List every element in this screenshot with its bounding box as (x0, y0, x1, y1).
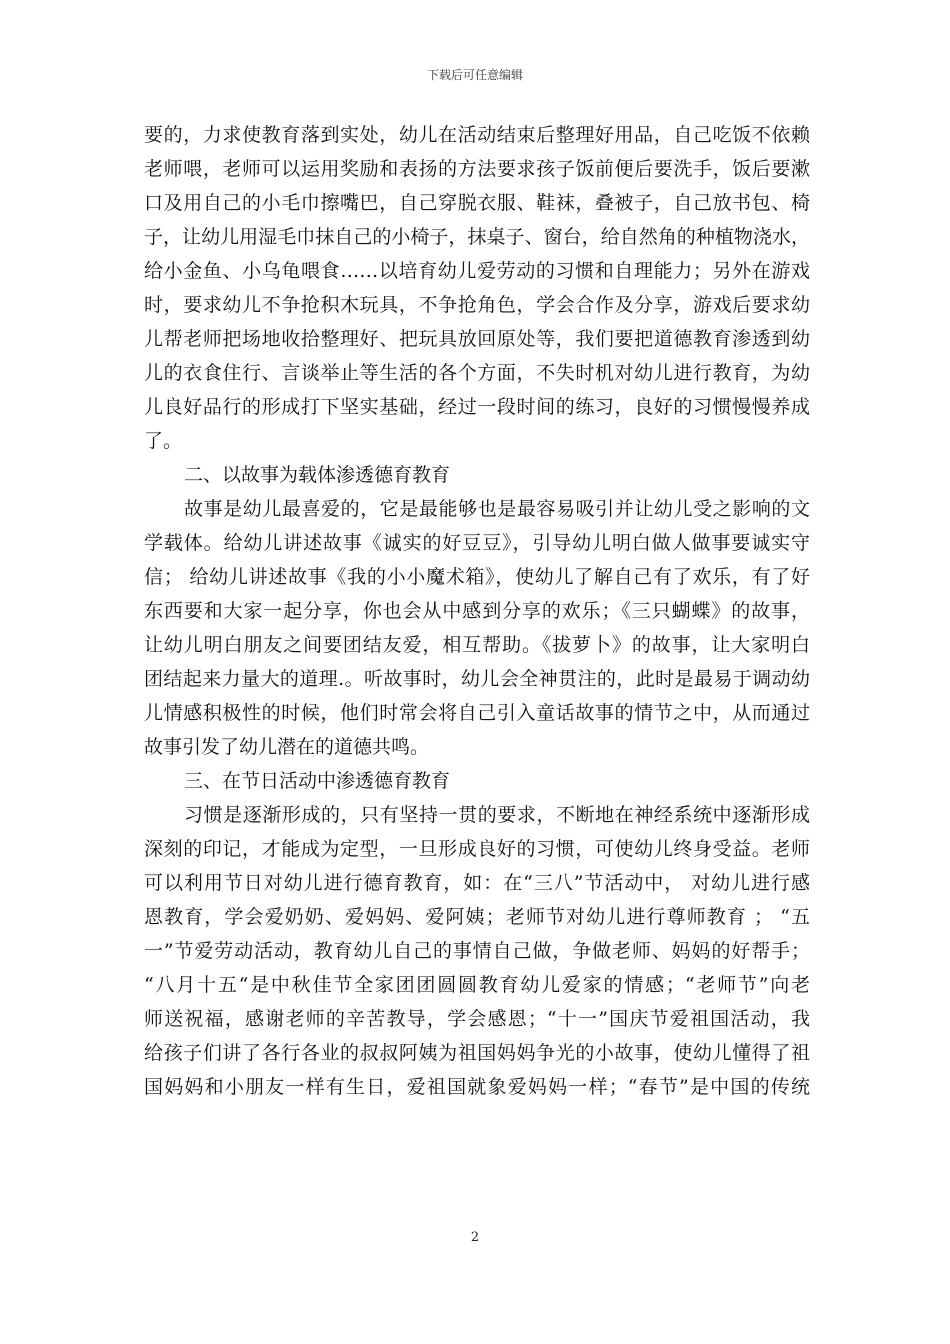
text-line: 学载体。给幼儿讲述故事《诚实的好豆豆》，引导幼儿明白做人做事要诚实守 (144, 532, 810, 554)
text-line: 国妈妈和小朋友一样有生日，爱祖国就象爱妈妈一样；“春节”是中国的传统 (144, 1076, 810, 1098)
text-line: 儿良好品行的形成打下坚实基础，经过一段时间的练习，良好的习惯慢慢养成 (144, 396, 810, 418)
text-line: 故事是幼儿最喜爱的，它是最能够也是最容易吸引并让幼儿受之影响的文 (184, 498, 810, 520)
paragraph-3 (144, 798, 810, 1104)
text-line: 儿帮老师把场地收拾整理好、把玩具放回原处等，我们要把道德教育渗透到幼 (144, 328, 810, 350)
text-line: 故事引发了幼儿潜在的道德共鸣。 (144, 736, 430, 758)
text-line: 了。 (144, 430, 183, 452)
text-line: 可以利用节日对幼儿进行德育教育，如：在“三八”节活动中， 对幼儿进行感 (144, 872, 810, 894)
text-line: 儿情感积极性的时候，他们时常会将自己引入童话故事的情节之中，从而通过 (144, 702, 810, 724)
text-line: 团结起来力量大的道理.。听故事时，幼儿会全神贯注的，此时是最易于调动幼 (144, 668, 810, 690)
text-line: 儿的衣食住行、言谈举止等生活的各个方面，不失时机对幼儿进行教育，为幼 (144, 362, 810, 384)
text-line: 给小金鱼、小乌龟喂食……以培育幼儿爱劳动的习惯和自理能力；另外在游戏 (144, 260, 810, 282)
text-line: 要的，力求使教育落到实处，幼儿在活动结束后整理好用品，自己吃饭不依赖 (144, 124, 810, 146)
text-line: 深刻的印记，才能成为定型，一旦形成良好的习惯，可使幼儿终身受益。老师 (144, 838, 810, 860)
text-line: 东西要和大家一起分享，你也会从中感到分享的欢乐；《三只蝴蝶》的故事， (144, 600, 810, 622)
page-header: 下载后可任意编辑 (426, 68, 523, 82)
text-line: 让幼儿明白朋友之间要团结友爱，相互帮助。《拔萝卜》的故事，让大家明白 (144, 634, 810, 656)
text-line: 给孩子们讲了各行各业的叔叔阿姨为祖国妈妈争光的小故事，使幼儿懂得了祖 (144, 1042, 810, 1064)
section-heading-2: 二、以故事为载体渗透德育教育 (184, 464, 451, 486)
text-line: “八月十五“是中秋佳节全家团团圆圆教育幼儿爱家的情感；“老师节”向老 (144, 974, 810, 996)
text-line: 习惯是逐渐形成的，只有坚持一贯的要求，不断地在神经系统中逐渐形成 (184, 804, 810, 826)
text-line: 老师喂，老师可以运用奖励和表扬的方法要求孩子饭前便后要洗手，饭后要漱 (144, 158, 810, 180)
section-heading-3: 三、在节日活动中渗透德育教育 (184, 770, 451, 792)
text-line: 时，要求幼儿不争抢积木玩具，不争抢角色，学会合作及分享，游戏后要求幼 (144, 294, 810, 316)
text-line: 一”节爱劳动活动，教育幼儿自己的事情自己做，争做老师、妈妈的好帮手； (144, 940, 810, 962)
paragraph-2 (144, 492, 810, 764)
document-body (144, 118, 810, 1104)
text-line: 师送祝福，感谢老师的辛苦教导，学会感恩；“十一”国庆节爱祖国活动，我 (144, 1008, 810, 1030)
text-line: 口及用自己的小毛巾擦嘴巴，自己穿脱衣服、鞋袜，叠被子，自己放书包、椅 (144, 192, 810, 214)
text-line: 信； 给幼儿讲述故事《我的小小魔术箱》，使幼儿了解自己有了欢乐，有了好 (144, 566, 810, 588)
text-line: 子，让幼儿用湿毛巾抹自己的小椅子，抹桌子、窗台，给自然角的种植物浇水， (144, 226, 810, 248)
text-line: 恩教育，学会爱奶奶、爱妈妈、爱阿姨；老师节对幼儿进行尊师教育 ； “五 (144, 906, 810, 928)
paragraph-1 (144, 118, 810, 458)
page-number: 2 (470, 1230, 480, 1245)
